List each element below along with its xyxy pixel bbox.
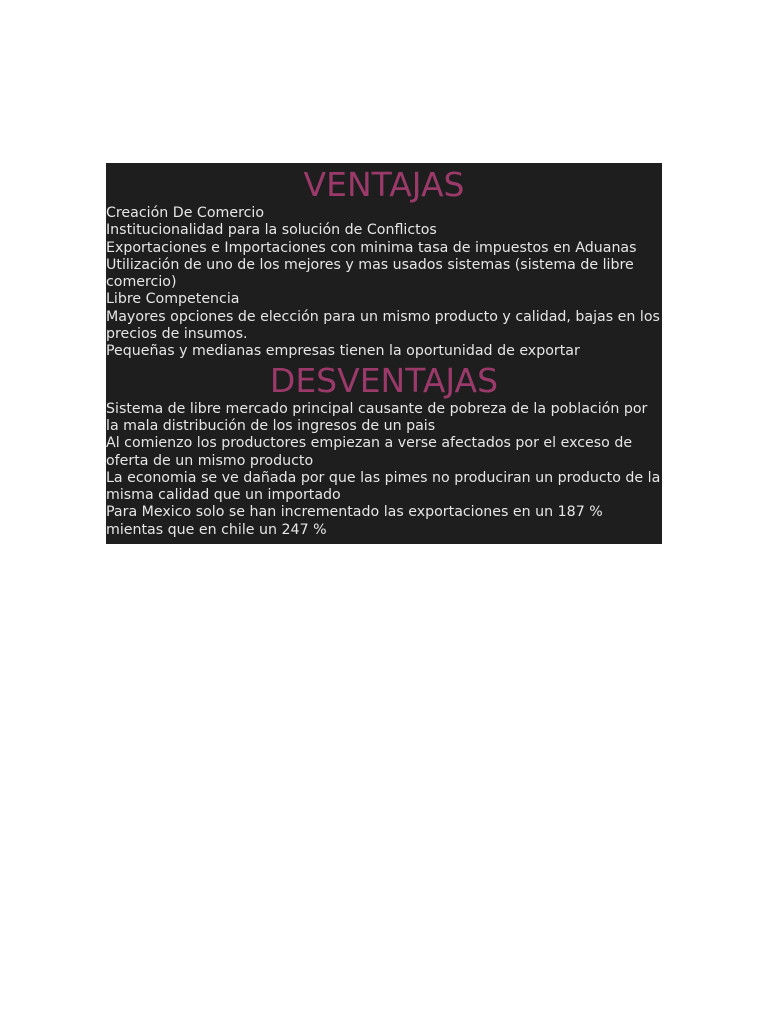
ventajas-item: Exportaciones e Importaciones con minima tasa de impuestos en Aduanas <box>106 239 637 256</box>
ventajas-heading: VENTAJAS <box>303 165 465 204</box>
desventajas-item: Sistema de libre mercado principal causante de pobreza de la población por la mala distribución de los ingresos de un pais <box>106 400 648 434</box>
ventajas-item: Libre Competencia <box>106 291 240 308</box>
desventajas-item: La economia se ve dañada por que las pimes no produciran un producto de la misma calidad que un importado <box>106 469 661 504</box>
ventajas-item: Institucionalidad para la solución de Conflictos <box>106 222 437 239</box>
ventajas-item: Pequeñas y medianas empresas tienen la oportunidad de exportar <box>106 343 580 360</box>
desventajas-item: Al comienzo los productores empiezan a verse afectados por el exceso de oferta de un mismo producto <box>106 435 633 469</box>
ventajas-item: Utilización de uno de los mejores y mas usados sistemas (sistema de libre comercio) <box>106 256 634 291</box>
ventajas-list <box>106 205 662 361</box>
ventajas-item: Mayores opciones de elección para un mismo producto y calidad, bajas en los precios de insumos. <box>106 308 660 343</box>
slide-panel <box>106 163 662 544</box>
desventajas-heading: DESVENTAJAS <box>269 360 499 400</box>
ventajas-item: Creación De Comercio <box>106 205 265 221</box>
desventajas-item: Para Mexico solo se han incrementado las exportaciones en un 187 % mientas que en chile un 247 % <box>106 504 603 538</box>
desventajas-list <box>106 401 662 539</box>
